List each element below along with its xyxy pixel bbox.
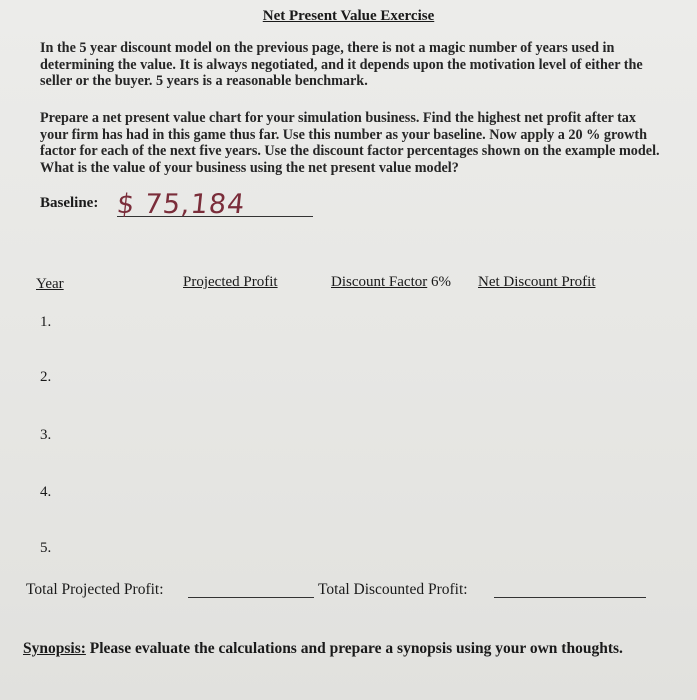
intro-paragraph: In the 5 year discount model on the previous page, there is not a magic number of years used in determining the value. It is always negotiated, and it depends upon the motivation level of either the seller or the buyer. 5 years is a reasonable benchmark. (40, 40, 643, 89)
column-header-net-discount-profit (478, 274, 596, 291)
column-header-year (36, 276, 64, 293)
baseline-label: Baseline: (40, 195, 99, 211)
projected-header-text: Projected Profit (183, 274, 278, 290)
total-projected-profit-blank (188, 597, 314, 598)
page-title: Net Present Value Exercise (262, 8, 435, 24)
year-row-number: 5. (40, 540, 52, 556)
net-header-text: Net Discount Profit (478, 274, 596, 290)
discount-header-text: Discount Factor (331, 274, 428, 290)
instructions-paragraph: Prepare a net present value chart for your simulation business. Find the highest net profit after tax your firm has had in this game thus far. Use this number as your baseline. Now apply a 20 % growth factor for each of the next five years. Use the discount factor percentages shown on the example model. What is the value of your business using the net present value model? (40, 110, 660, 176)
year-row-number: 2. (40, 369, 52, 385)
year-row-number: 3. (40, 427, 52, 443)
discount-rate: 6% (430, 274, 451, 290)
total-discounted-profit-label: Total Discounted Profit: (318, 581, 468, 598)
column-header-discount-factor (331, 274, 451, 291)
total-projected-profit-label: Total Projected Profit: (26, 581, 164, 598)
baseline-handwritten-value: $ 75,184 (115, 189, 247, 220)
column-header-projected-profit (183, 274, 278, 291)
year-row-number: 4. (40, 484, 52, 500)
synopsis-section (23, 639, 663, 659)
synopsis-label: Synopsis: (23, 640, 86, 657)
total-discounted-profit-blank (494, 597, 646, 598)
year-row-number: 1. (40, 314, 52, 330)
synopsis-text: Please evaluate the calculations and prepare a synopsis using your own thoughts. (89, 640, 623, 657)
year-header-text: Year (36, 276, 64, 292)
